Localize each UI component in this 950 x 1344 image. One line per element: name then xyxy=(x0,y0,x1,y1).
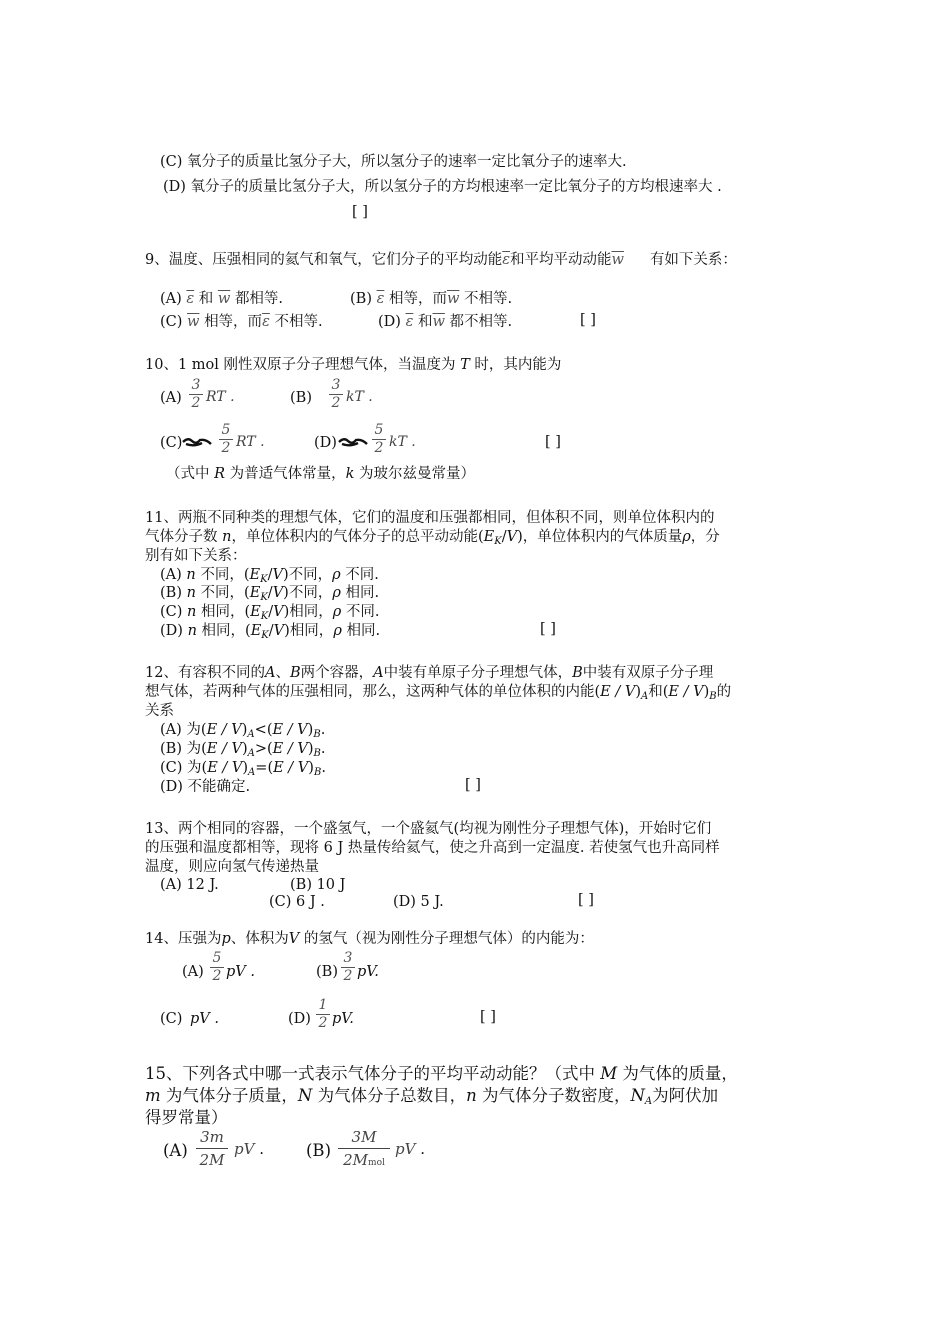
q10-note: （式中 R 为普适气体常量，k 为玻尔兹曼常量） xyxy=(166,466,476,482)
q13-option-a: (A) 12 J. xyxy=(160,877,219,893)
q15-option-b-label: (B) xyxy=(306,1141,331,1160)
q14-option-a-fraction: 5 2 xyxy=(210,951,224,984)
q10-option-d-fraction: 5 2 xyxy=(372,423,386,456)
q12-stem-line3: 关系 xyxy=(145,703,174,719)
q15-option-a-label: (A) xyxy=(163,1141,188,1160)
q11-answer-bracket: [ ] xyxy=(540,621,556,637)
q14-option-c-label: (C) xyxy=(160,1011,183,1027)
q9-option-c: (C) $\overline{w}$ 相等，而$\overline{\varepsilon}$ 不相等. xyxy=(160,314,323,330)
q12-option-c: (C) 为$(E / V)_A=(E / V)_B$. xyxy=(160,760,326,778)
q13-stem-line3: 温度，则应向氢气传递热量 xyxy=(145,859,319,875)
q8-answer-bracket: [ ] xyxy=(352,204,368,220)
q13-answer-bracket: [ ] xyxy=(578,892,594,908)
q13-stem-line2: 的压强和温度都相等，现将 6 J 热量传给氦气，使之升高到一定温度. 若使氢气也升高同样 xyxy=(145,840,720,856)
q15-option-a-fraction: 3m 2M xyxy=(196,1128,228,1169)
q10-option-c-fraction: 5 2 xyxy=(219,423,233,456)
q12-option-a: (A) 为$(E / V)_A<(E / V)_B$. xyxy=(160,722,326,740)
q14-option-a-label: (A) xyxy=(182,964,204,980)
q15-stem-line3: 得罗常量） xyxy=(145,1108,228,1127)
q11-option-d: (D) n 相同，$(E_K/V)$相同，ρ 相同. xyxy=(160,623,381,641)
q14-option-c-var: pV . xyxy=(190,1011,219,1027)
q8-option-c: (C) 氧分子的质量比氢分子大，所以氢分子的速率一定比氧分子的速率大. xyxy=(160,154,627,170)
q14-option-b-label: (B) xyxy=(316,964,338,980)
scribble-mark-icon xyxy=(182,436,212,448)
q12-answer-bracket: [ ] xyxy=(465,777,481,793)
q10-option-a-fraction: 3 2 xyxy=(189,378,203,411)
q9-option-b: (B) $\overline{\varepsilon}$ 相等，而$\overline{w}$ 不相等. xyxy=(350,291,513,307)
q14-option-d-fraction: 1 2 xyxy=(316,998,330,1031)
q11-option-c: (C) n 相同，$(E_K/V)$相同，ρ 不同. xyxy=(160,604,380,622)
epsilon-bar-symbol: $\overline{\varepsilon}$ xyxy=(502,252,511,268)
q15-option-a-var: pV . xyxy=(234,1140,264,1158)
q13-stem-line1: 13、两个相同的容器，一个盛氢气，一个盛氦气(均视为刚性分子理想气体)，开始时它们 xyxy=(145,821,712,837)
q15-stem-line1: 15、下列各式中哪一式表示气体分子的平均平动动能？（式中 M 为气体的质量， xyxy=(145,1064,738,1083)
q10-option-b-var: kT . xyxy=(346,389,373,405)
q11-stem-line2: 气体分子数 n，单位体积内的气体分子的总平动动能$(E_K/V)$，单位体积内的气体质量ρ，分 xyxy=(145,529,720,547)
scribble-mark-icon xyxy=(338,436,368,448)
q10-option-c-var: RT . xyxy=(236,434,265,450)
q10-answer-bracket: [ ] xyxy=(545,434,561,450)
q12-stem-line2: 想气体，若两种气体的压强相同，那么，这两种气体的单位体积的内能$(E / V)_A$和$(E / V)_B$的 xyxy=(145,684,732,702)
q14-option-b-fraction: 3 2 xyxy=(341,951,355,984)
q12-stem-line1: 12、有容积不同的A、B两个容器，A中装有单原子分子理想气体，B中装有双原子分子理 xyxy=(145,665,714,681)
q15-option-b-fraction: 3M 2Mmol xyxy=(338,1128,390,1169)
q9-answer-bracket: [ ] xyxy=(580,312,596,328)
q13-option-b: (B) 10 J xyxy=(290,877,346,893)
q14-option-d-var: pV. xyxy=(332,1011,354,1027)
q9-option-a: (A) $\overline{\varepsilon}$ 和 $\overline{w}$ 都相等. xyxy=(160,291,284,307)
q10-option-d-var: kT . xyxy=(389,434,416,450)
q10-option-d-label: (D) xyxy=(314,435,337,451)
q12-option-b: (B) 为$(E / V)_A>(E / V)_B$. xyxy=(160,741,326,759)
q15-stem-line2: m 为气体分子质量，N 为气体分子总数目，n 为气体分子数密度，$N_A$为阿伏加 xyxy=(145,1086,719,1107)
q9-stem: 9、温度、压强相同的氦气和氧气，它们分子的平均动能$\overline{\varepsilon}$和平均平动动能$\overline{w}$ 有如下关系： xyxy=(145,252,737,268)
q14-answer-bracket: [ ] xyxy=(480,1009,496,1025)
q9-option-d: (D) $\overline{\varepsilon}$ 和$\overline{w}$ 都不相等. xyxy=(378,314,513,330)
q8-option-d: (D) 氧分子的质量比氢分子大，所以氢分子的方均根速率一定比氧分子的方均根速率大 . xyxy=(163,179,722,195)
q11-stem-line1: 11、两瓶不同种类的理想气体，它们的温度和压强都相同，但体积不同，则单位体积内的 xyxy=(145,510,715,526)
q14-option-a-var: pV . xyxy=(226,964,255,980)
q12-option-d: (D) 不能确定. xyxy=(160,779,251,795)
q10-option-b-label: (B) xyxy=(290,390,312,406)
q10-option-a-var: RT . xyxy=(206,389,235,405)
w-bar-symbol: $\overline{w}$ xyxy=(611,252,624,268)
q13-option-c: (C) 6 J . xyxy=(269,894,325,910)
q14-option-d-label: (D) xyxy=(288,1011,311,1027)
q11-option-b: (B) n 不同，$(E_K/V)$不同，ρ 相同. xyxy=(160,585,380,603)
q15-option-b-var: pV . xyxy=(395,1140,425,1158)
q13-option-d: (D) 5 J. xyxy=(393,894,444,910)
q10-option-b-fraction: 3 2 xyxy=(329,378,343,411)
q10-option-a-label: (A) xyxy=(160,390,182,406)
q11-stem-line3: 别有如下关系： xyxy=(145,548,247,564)
q10-option-c-label: (C) xyxy=(160,435,183,451)
q14-option-b-var: pV. xyxy=(357,964,379,980)
q10-stem: 10、1 mol 刚性双原子分子理想气体，当温度为 T 时，其内能为 xyxy=(145,357,562,373)
q14-stem: 14、压强为p、体积为V 的氢气（视为刚性分子理想气体）的内能为： xyxy=(145,931,594,947)
q11-option-a: (A) n 不同，$(E_K/V)$不同，ρ 不同. xyxy=(160,567,379,585)
